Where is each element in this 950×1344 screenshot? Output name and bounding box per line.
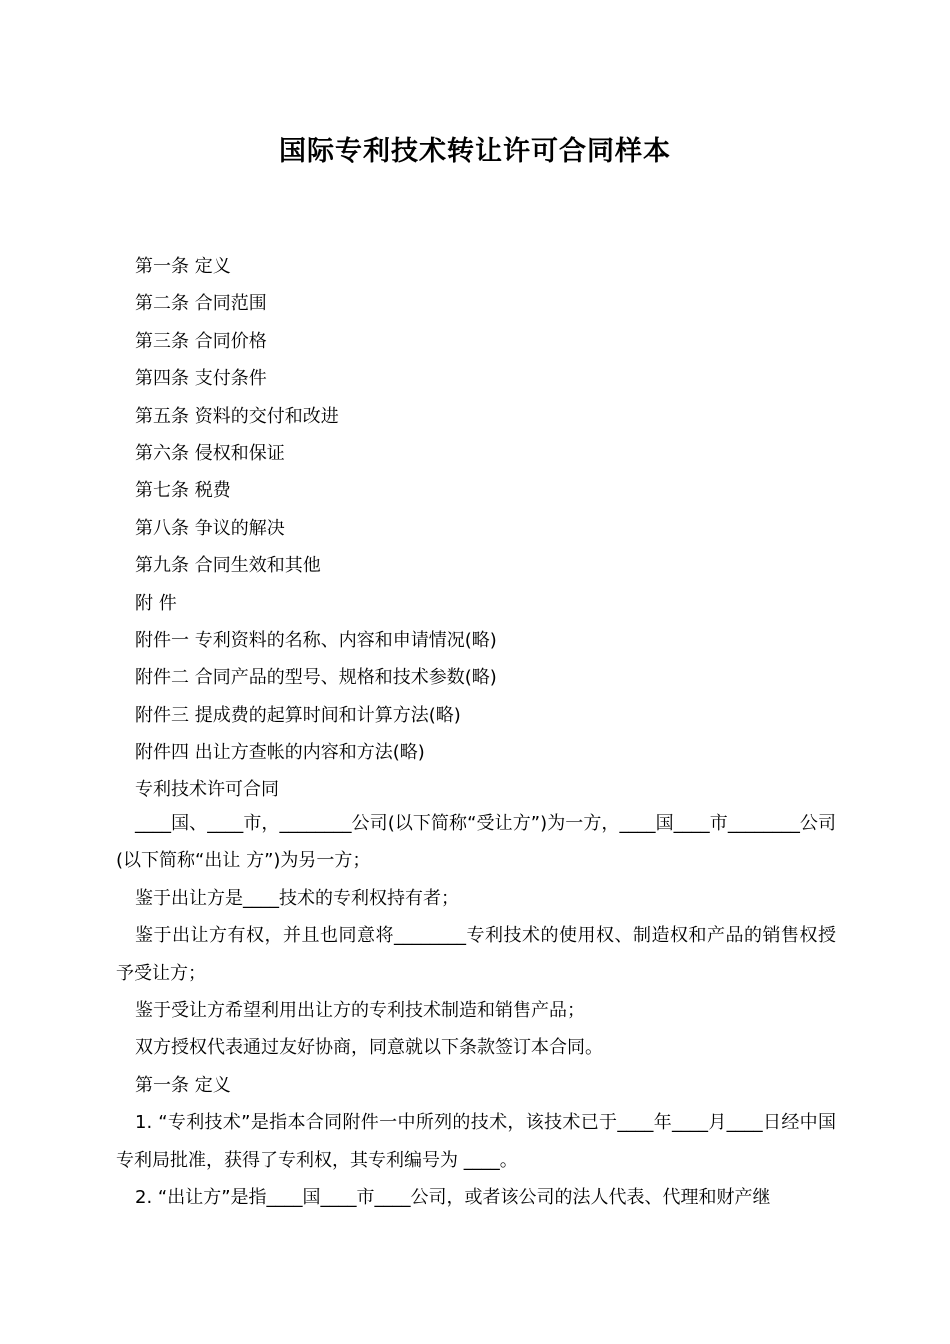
section-heading: 第一条 定义 — [135, 1074, 231, 1096]
toc-item: 附件二 合同产品的型号、规格和技术参数(略) — [135, 667, 497, 689]
document-title: 国际专利技术转让许可合同样本 — [279, 136, 671, 167]
toc-item: 第八条 争议的解决 — [135, 517, 285, 539]
definition-item: 1. “专利技术”是指本合同附件一中所列的技术，该技术已于____年____月____日经中国专利局批准，获得了专利权，其专利编号为 ____。 — [116, 1112, 836, 1171]
toc-item: 第五条 资料的交付和改进 — [135, 405, 339, 427]
paragraph-parties: ____国、____市，________公司(以下简称“受让方”)为一方，____国____市________公司(以下简称“出让 方”)为另一方； — [116, 813, 836, 872]
toc-item: 第六条 侵权和保证 — [135, 442, 285, 464]
toc-item: 附件四 出让方查帐的内容和方法(略) — [135, 742, 425, 764]
definition-item: 2. “出让方”是指____国____市____公司，或者该公司的法人代表、代理和财产继 — [135, 1187, 771, 1209]
paragraph-agreement: 双方授权代表通过友好协商，同意就以下条款签订本合同。 — [135, 1037, 603, 1059]
toc-item: 第三条 合同价格 — [135, 330, 267, 352]
toc-item: 附 件 — [135, 592, 177, 614]
toc-item: 第七条 税费 — [135, 480, 231, 502]
toc-item: 附件三 提成费的起算时间和计算方法(略) — [135, 704, 461, 726]
toc-item: 第四条 支付条件 — [135, 368, 267, 390]
paragraph-recital: 鉴于出让方有权，并且也同意将________专利技术的使用权、制造权和产品的销售权授予受让方； — [116, 925, 836, 984]
toc-item: 附件一 专利资料的名称、内容和申请情况(略) — [135, 629, 497, 651]
paragraph-recital: 鉴于出让方是____技术的专利权持有者； — [135, 887, 459, 909]
toc-item: 第二条 合同范围 — [135, 293, 267, 315]
paragraph-recital: 鉴于受让方希望利用出让方的专利技术制造和销售产品； — [135, 1000, 585, 1022]
contract-body — [116, 805, 836, 1216]
table-of-contents — [135, 248, 855, 809]
contract-subtitle: 专利技术许可合同 — [135, 779, 279, 801]
toc-item: 第九条 合同生效和其他 — [135, 555, 321, 577]
toc-item: 第一条 定义 — [135, 256, 231, 277]
